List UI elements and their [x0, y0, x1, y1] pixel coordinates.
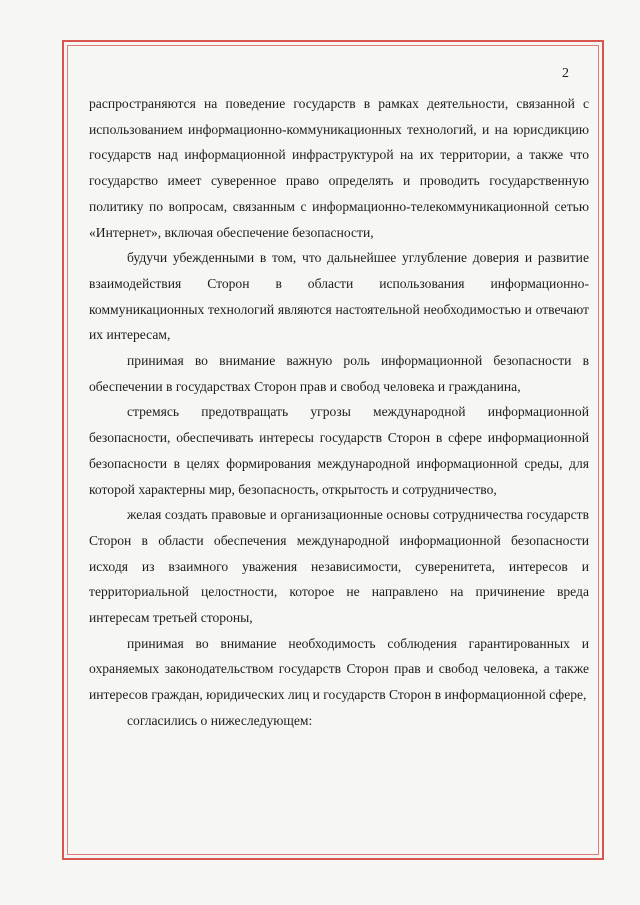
- paragraph: принимая во внимание важную роль информационной безопасности в обеспечении в государствах Сторон прав и свобод человека и гражданина,: [89, 353, 589, 394]
- paragraph: будучи убежденными в том, что дальнейшее углубление доверия и развитие взаимодействия Сторон в области использования информационно-коммуникационных технологий являются настоятельной необходимостью и отвечают их интересам,: [89, 250, 589, 343]
- page-number: 2: [562, 66, 569, 81]
- paragraph: распространяются на поведение государств в рамках деятельности, связанной с использованием информационно-коммуникационных технологий, и на юрисдикцию государств над информационной инфраструктурой на их территории, а также что государство имеет суверенное право определять и проводить государственную политику по вопросам, связанным с информационно-телекоммуникационной сетью «Интернет», включая обеспечение безопасности,: [89, 96, 589, 240]
- paragraph: согласились о нижеследующем:: [127, 712, 313, 728]
- paragraph: принимая во внимание необходимость соблюдения гарантированных и охраняемых законодательством государств Сторон прав и свобод человека, а также интересов граждан, юридических лиц и государств Сторон в информационной сфере,: [89, 635, 589, 703]
- paragraph: желая создать правовые и организационные основы сотрудничества государств Сторон в области обеспечения международной информационной безопасности исходя из взаимного уважения независимости, суверенитета, интересов и территориальной целостности, которое не направлено на причинение вреда интересам третьей стороны,: [89, 507, 589, 626]
- paragraph: стремясь предотвращать угрозы международной информационной безопасности, обеспечивать интересы государств Сторон в сфере информационной безопасности в целях формирования международной информационной среды, для которой характерны мир, безопасность, открытость и сотрудничество,: [89, 404, 589, 497]
- document-body: [89, 91, 589, 734]
